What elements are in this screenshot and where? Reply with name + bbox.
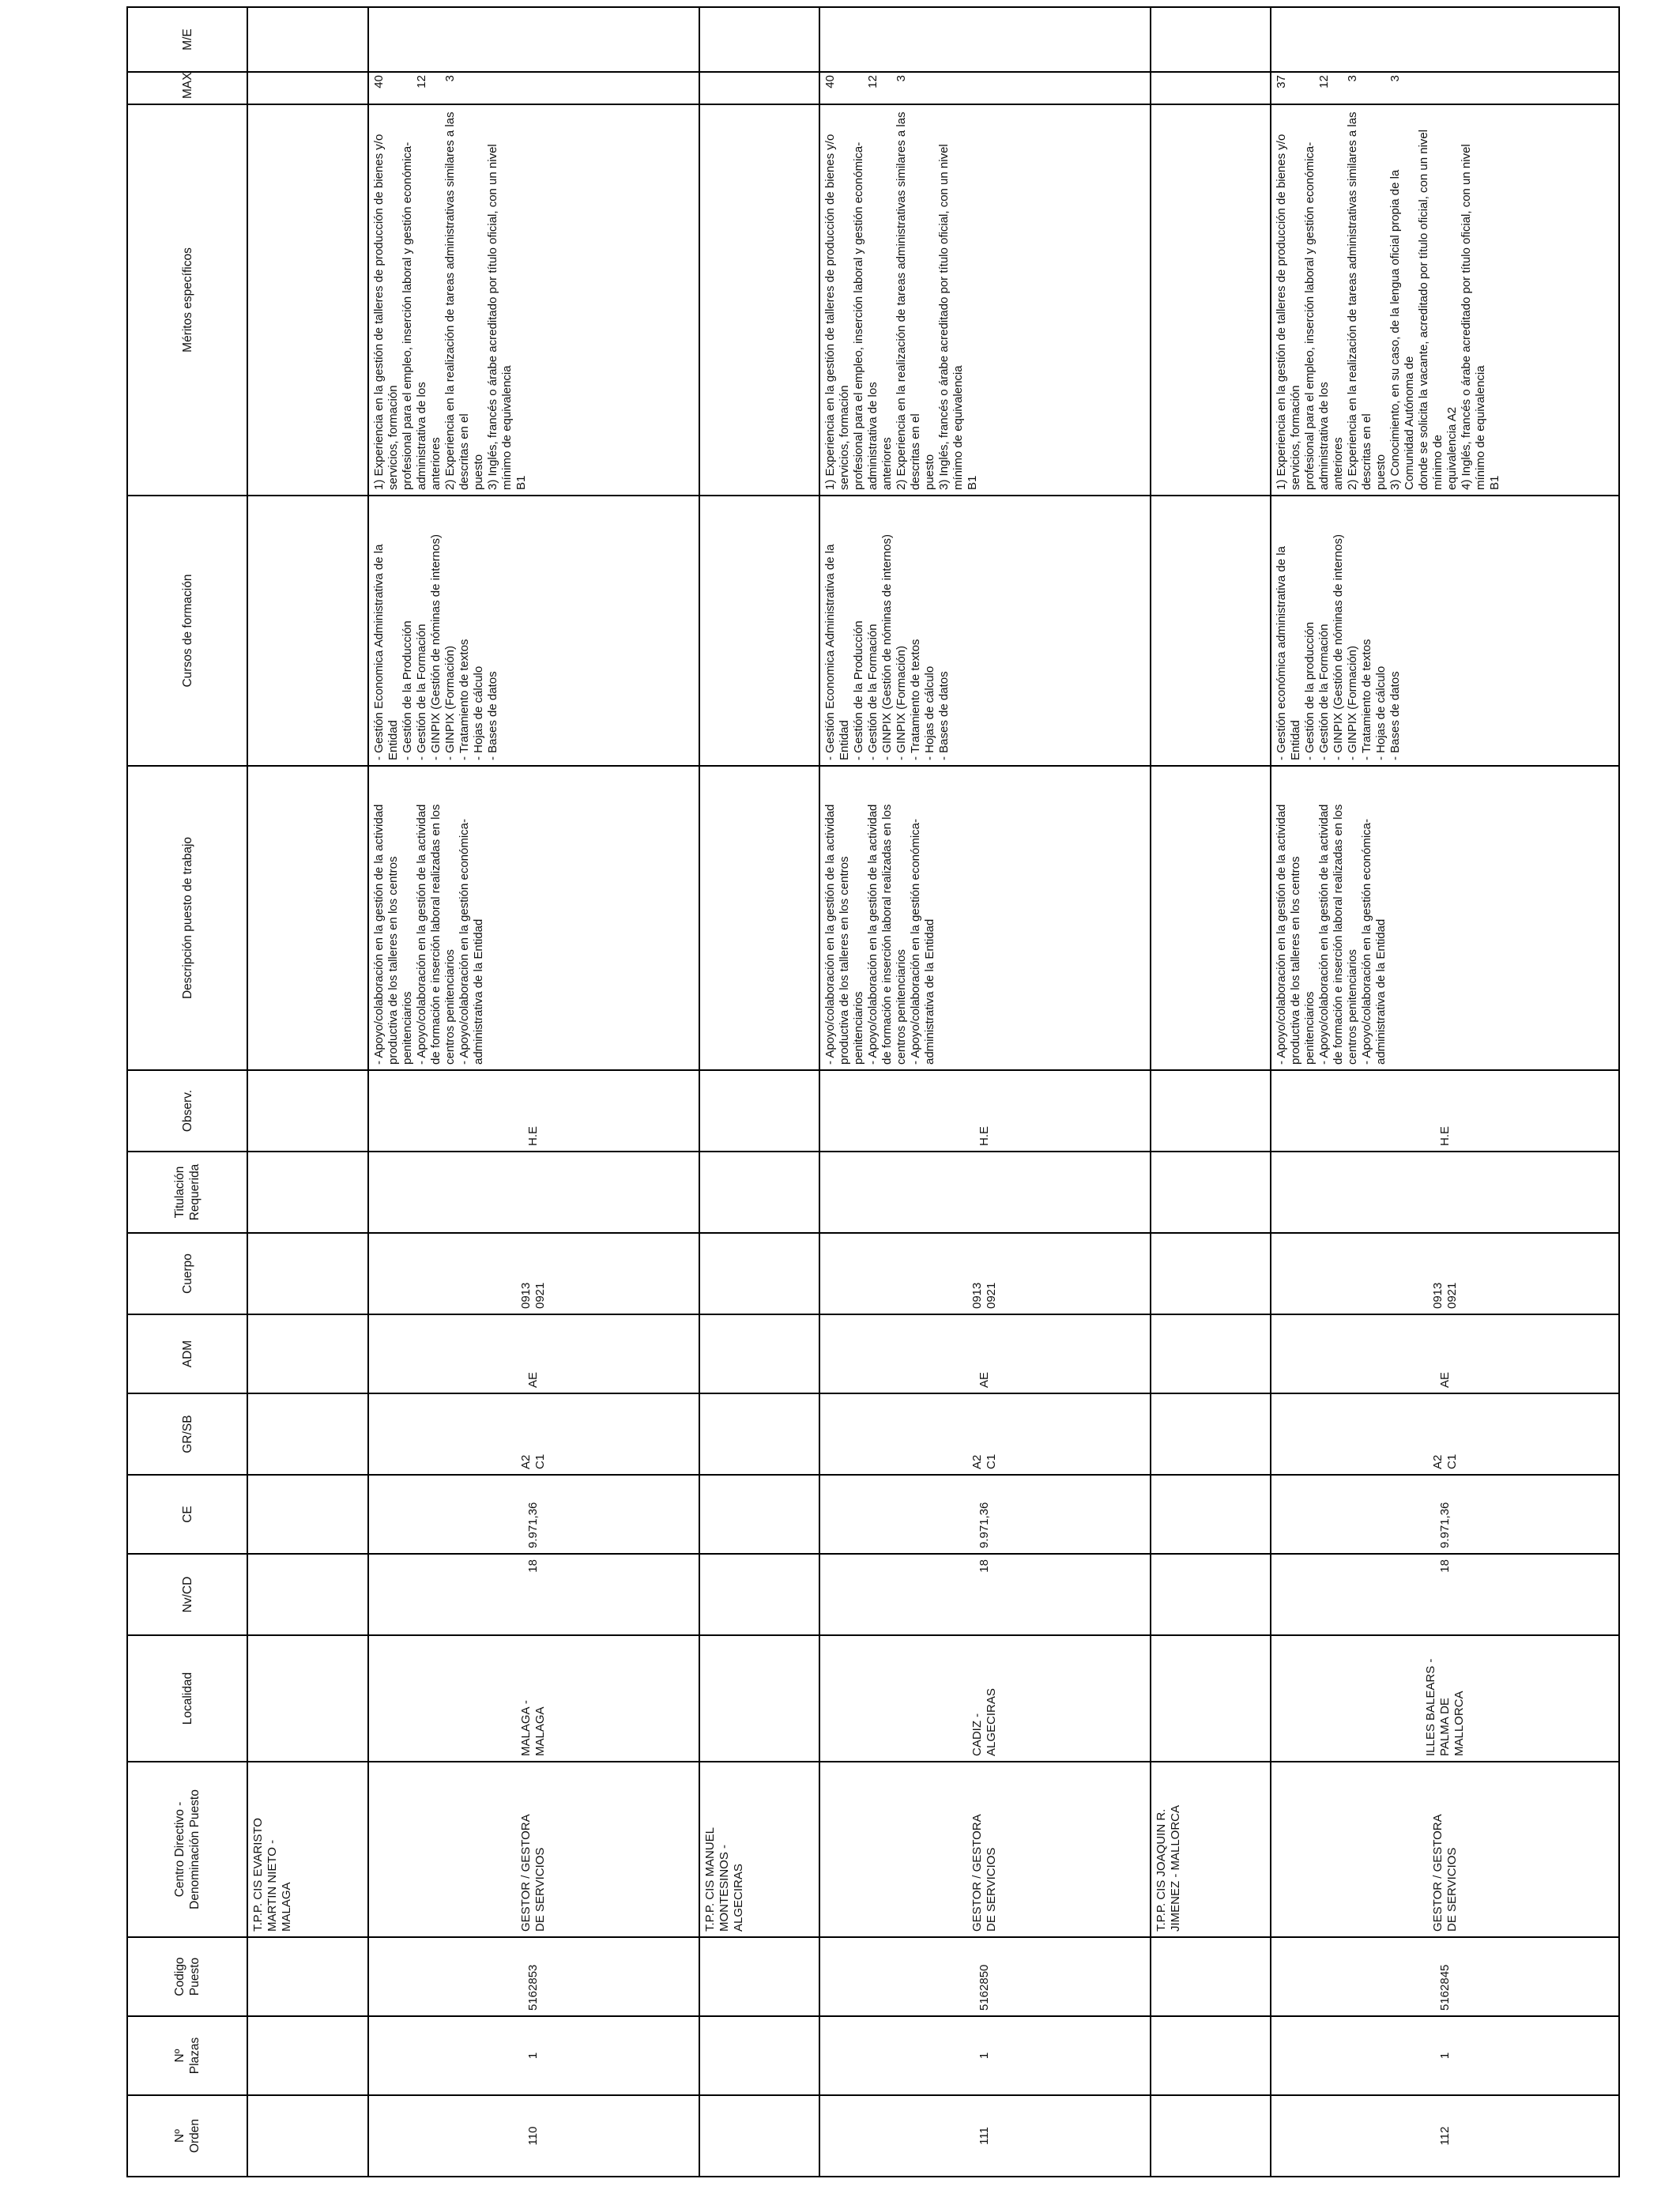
empty-cell: [247, 496, 367, 766]
codigo-puesto: 5162850: [819, 1937, 1151, 2016]
administracion: AE: [368, 1314, 699, 1393]
col-header-cursos: Cursos de formación: [127, 496, 247, 766]
max-points: [1271, 72, 1619, 104]
empty-cell: [699, 104, 819, 496]
cursos-formacion: - Gestión económica administrativa de la Entidad - Gestión de la producción - Gestión de la Formación - GINPIX (Gestión de nóminas de internos) - GINPIX (Formación) - Tratamiento de textos - Hojas de cálculo - Bases de datos: [1271, 496, 1619, 766]
codigo-puesto: 5162845: [1271, 1937, 1619, 2016]
col-header-grupo: GR/SB: [127, 1393, 247, 1475]
col-header-plazas: Nº Plazas: [127, 2016, 247, 2095]
empty-cell: [1151, 766, 1271, 1070]
job-positions-table: [126, 6, 1620, 2177]
empty-cell: [699, 72, 819, 104]
meritos-especificos: [819, 104, 1151, 496]
meritos-especificos: [368, 104, 699, 496]
empty-cell: [699, 1152, 819, 1233]
empty-cell: [247, 1233, 367, 1314]
col-header-centro: Centro Directivo - Denominación Puesto: [127, 1762, 247, 1937]
puesto-row: [368, 7, 699, 2177]
empty-cell: [1151, 1314, 1271, 1393]
empty-cell: [1151, 7, 1271, 72]
empty-cell: [247, 1152, 367, 1233]
empty-cell: [1151, 2095, 1271, 2177]
merito-max: 40: [823, 75, 837, 89]
merito-item: 2) Experiencia en la realización de tareas administrativas similares a las descritas en el puesto: [443, 111, 485, 490]
merito-max: 40: [371, 75, 386, 89]
empty-cell: [247, 2016, 367, 2095]
titulacion-requerida: [819, 1152, 1151, 1233]
orden-number: 111: [819, 2095, 1151, 2177]
codigo-puesto: 5162853: [368, 1937, 699, 2016]
localidad: CADIZ - ALGECIRAS: [819, 1635, 1151, 1762]
plazas-count: 1: [819, 2016, 1151, 2095]
col-header-max: MAX: [127, 72, 247, 104]
plazas-count: 1: [1271, 2016, 1619, 2095]
empty-cell: [247, 1393, 367, 1475]
centro-directivo: T.P.P. CIS MANUEL MONTESINOS - ALGECIRAS: [699, 1762, 819, 1937]
empty-cell: [699, 1070, 819, 1152]
empty-cell: [699, 1314, 819, 1393]
empty-cell: [247, 1635, 367, 1762]
empty-cell: [699, 1475, 819, 1554]
empty-cell: [1151, 72, 1271, 104]
cuerpo: 0913 0921: [1271, 1233, 1619, 1314]
empty-cell: [1151, 1393, 1271, 1475]
descripcion-puesto: - Apoyo/colaboración en la gestión de la actividad productiva de los talleres en los centros penitenciarios - Apoyo/colaboración en la gestión de la actividad de formación e inserción laboral realizadas en los centros penitenciarios - Apoyo/colaboración en la gestión económica- administrativa de la Entidad: [819, 766, 1151, 1070]
centro-directivo: T.P.P. CIS JOAQUIN R. JIMENEZ - MALLORCA: [1151, 1762, 1271, 1937]
observaciones: H.E: [368, 1070, 699, 1152]
puesto-row: [1271, 7, 1619, 2177]
empty-cell: [699, 1554, 819, 1635]
col-header-adm: ADM: [127, 1314, 247, 1393]
empty-cell: [1151, 1475, 1271, 1554]
empty-cell: [247, 72, 367, 104]
merito-item: 2) Experiencia en la realización de tareas administrativas similares a las descritas en el puesto: [894, 111, 936, 490]
col-header-me: M/E: [127, 7, 247, 72]
merito-max: 12: [414, 75, 428, 89]
cuerpo: 0913 0921: [819, 1233, 1151, 1314]
merito-item: 4) Inglés, francés o árabe acreditado por título oficial, con un nivel mínimo de equivalencia B1: [1460, 144, 1501, 490]
descripcion-puesto: - Apoyo/colaboración en la gestión de la actividad productiva de los talleres en los centros penitenciarios - Apoyo/colaboración en la gestión de la actividad de formación e inserción laboral realizadas en los centros penitenciarios - Apoyo/colaboración en la gestión económica- administrativa de la Entidad: [1271, 766, 1619, 1070]
localidad: MALAGA - MALAGA: [368, 1635, 699, 1762]
merito-item: 3) Inglés, francés o árabe acreditado por título oficial, con un nivel mínimo de equivalencia B1: [936, 144, 979, 490]
observaciones: H.E: [1271, 1070, 1619, 1152]
col-header-cuerpo: Cuerpo: [127, 1233, 247, 1314]
max-points: [819, 72, 1151, 104]
grupo-subgrupo: A2 C1: [1271, 1393, 1619, 1475]
cursos-formacion: - Gestión Economica Administrativa de la Entidad - Gestión de la Producción - Gestión de la Formación - GINPIX (Gestión de nóminas de internos) - GINPIX (Formación) - Tratamiento de textos - Hojas de cálculo - Bases de datos: [819, 496, 1151, 766]
administracion: AE: [819, 1314, 1151, 1393]
empty-cell: [247, 104, 367, 496]
merito-item: 3) Conocimiento, en su caso, de la lengua oficial propia de la Comunidad Autónoma de donde se solicita la vacante, acreditado por título oficial, con un nivel mínimo de equivalencia A2: [1388, 129, 1459, 490]
empty-cell: [699, 1635, 819, 1762]
empty-cell: [247, 1937, 367, 2016]
centro-row: [1151, 7, 1271, 2177]
empty-cell: [699, 1937, 819, 2016]
empty-cell: [699, 1393, 819, 1475]
complemento-especifico: 9.971,36: [1271, 1475, 1619, 1554]
centro-directivo: T.P.P. CIS EVARISTO MARTIN NIETO - MALAGA: [247, 1762, 367, 1937]
empty-cell: [1151, 1635, 1271, 1762]
meritos-especificos: [1271, 104, 1619, 496]
denominacion-puesto: GESTOR / GESTORA DE SERVICIOS: [819, 1762, 1151, 1937]
empty-cell: [1151, 1554, 1271, 1635]
denominacion-puesto: GESTOR / GESTORA DE SERVICIOS: [368, 1762, 699, 1937]
descripcion-puesto: - Apoyo/colaboración en la gestión de la actividad productiva de los talleres en los centros penitenciarios - Apoyo/colaboración en la gestión de la actividad de formación e inserción laboral realizadas en los centros penitenciarios - Apoyo/colaboración en la gestión económica- administrativa de la Entidad: [368, 766, 699, 1070]
empty-cell: [247, 1314, 367, 1393]
empty-cell: [247, 1070, 367, 1152]
titulacion-requerida: [368, 1152, 699, 1233]
col-header-descripcion: Descripción puesto de trabajo: [127, 766, 247, 1070]
merito-item: 1) Experiencia en la gestión de talleres de producción de bienes y/o servicios, formación profesional para el empleo, inserción laboral y gestión económica-administrativa de los anteriores: [1275, 134, 1345, 490]
plazas-count: 1: [368, 2016, 699, 2095]
empty-cell: [247, 766, 367, 1070]
nivel-cd: 18: [368, 1554, 699, 1635]
empty-cell: [699, 2016, 819, 2095]
merito-item: 1) Experiencia en la gestión de talleres de producción de bienes y/o servicios, formación profesional para el empleo, inserción laboral y gestión económica-administrativa de los anteriores: [371, 134, 443, 490]
col-header-ce: CE: [127, 1475, 247, 1554]
localidad: ILLES BALEARS - PALMA DE MALLORCA: [1271, 1635, 1619, 1762]
merito-max: 37: [1275, 75, 1288, 89]
merito-item: 3) Inglés, francés o árabe acreditado por título oficial, con un nivel mínimo de equivalencia B1: [485, 144, 528, 490]
empty-cell: [247, 7, 367, 72]
merito-especifico-flag: [1271, 7, 1619, 72]
empty-cell: [247, 1475, 367, 1554]
denominacion-puesto: GESTOR / GESTORA DE SERVICIOS: [1271, 1762, 1619, 1937]
merito-especifico-flag: [819, 7, 1151, 72]
empty-cell: [1151, 1152, 1271, 1233]
merito-max: 3: [1346, 75, 1359, 82]
complemento-especifico: 9.971,36: [819, 1475, 1151, 1554]
col-header-localidad: Localidad: [127, 1635, 247, 1762]
max-points: [368, 72, 699, 104]
col-header-codigo: Codigo Puesto: [127, 1937, 247, 2016]
nivel-cd: 18: [1271, 1554, 1619, 1635]
rotated-page: [126, 8, 1620, 2177]
orden-number: 112: [1271, 2095, 1619, 2177]
empty-cell: [1151, 2016, 1271, 2095]
col-header-meritos: Méritos específicos: [127, 104, 247, 496]
grupo-subgrupo: A2 C1: [368, 1393, 699, 1475]
complemento-especifico: 9.971,36: [368, 1475, 699, 1554]
empty-cell: [699, 7, 819, 72]
merito-max: 3: [443, 75, 457, 82]
merito-item: 1) Experiencia en la gestión de talleres de producción de bienes y/o servicios, formación profesional para el empleo, inserción laboral y gestión económica-administrativa de los anteriores: [823, 134, 894, 490]
empty-cell: [1151, 1070, 1271, 1152]
empty-cell: [1151, 1937, 1271, 2016]
merito-max: 3: [1388, 75, 1402, 82]
centro-row: [247, 7, 367, 2177]
col-header-titulacion: Titulación Requerida: [127, 1152, 247, 1233]
merito-item: 2) Experiencia en la realización de tareas administrativas similares a las descritas en el puesto: [1346, 111, 1388, 490]
titulacion-requerida: [1271, 1152, 1619, 1233]
orden-number: 110: [368, 2095, 699, 2177]
empty-cell: [699, 766, 819, 1070]
centro-row: [699, 7, 819, 2177]
observaciones: H.E: [819, 1070, 1151, 1152]
col-header-nivel: Nv/CD: [127, 1554, 247, 1635]
empty-cell: [1151, 104, 1271, 496]
merito-especifico-flag: [368, 7, 699, 72]
merito-max: 12: [1317, 75, 1331, 89]
col-header-observ: Observ.: [127, 1070, 247, 1152]
cuerpo: 0913 0921: [368, 1233, 699, 1314]
grupo-subgrupo: A2 C1: [819, 1393, 1151, 1475]
empty-cell: [247, 1554, 367, 1635]
empty-cell: [699, 2095, 819, 2177]
nivel-cd: 18: [819, 1554, 1151, 1635]
col-header-orden: Nº Orden: [127, 2095, 247, 2177]
cursos-formacion: - Gestión Economica Administrativa de la Entidad - Gestión de la Producción - Gestión de la Formación - GINPIX (Gestión de nóminas de internos) - GINPIX (Formación) - Tratamiento de textos - Hojas de cálculo - Bases de datos: [368, 496, 699, 766]
puesto-row: [819, 7, 1151, 2177]
administracion: AE: [1271, 1314, 1619, 1393]
empty-cell: [247, 2095, 367, 2177]
header-row: [127, 7, 247, 2177]
merito-max: 3: [894, 75, 908, 82]
empty-cell: [699, 496, 819, 766]
empty-cell: [1151, 1233, 1271, 1314]
merito-max: 12: [865, 75, 880, 89]
empty-cell: [699, 1233, 819, 1314]
empty-cell: [1151, 496, 1271, 766]
